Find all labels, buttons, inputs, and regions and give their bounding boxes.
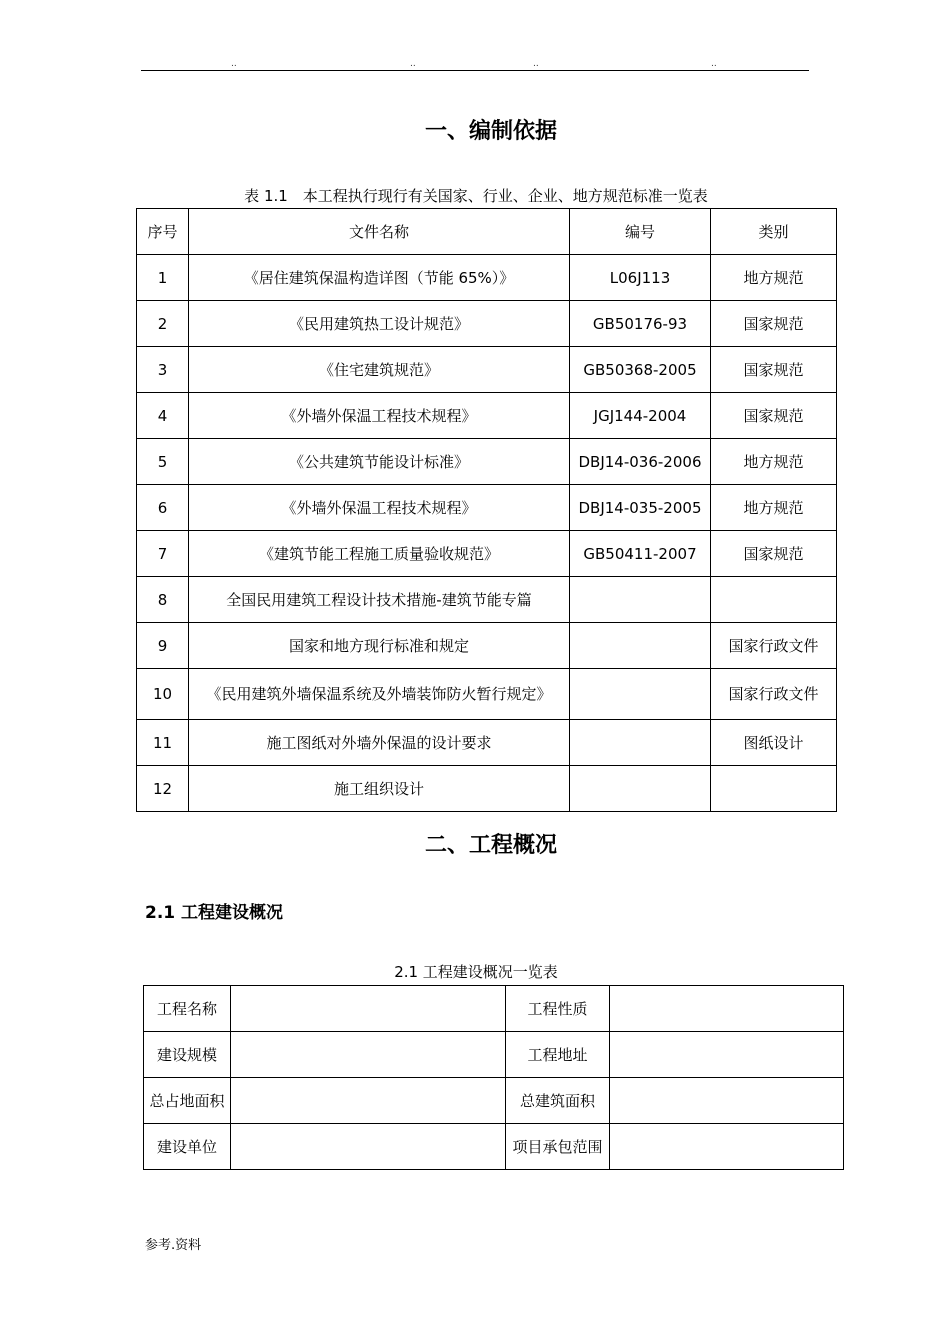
table-cell (711, 577, 837, 623)
table-cell: 项目承包范围 (506, 1124, 610, 1170)
table-cell: 《外墙外保温工程技术规程》 (189, 485, 570, 531)
table-cell: 国家规范 (711, 347, 837, 393)
table-cell (570, 623, 711, 669)
project-overview-table (143, 985, 844, 1170)
table-cell (610, 1032, 844, 1078)
table-cell: 《建筑节能工程施工质量验收规范》 (189, 531, 570, 577)
table-cell (570, 766, 711, 812)
table-cell: GB50368-2005 (570, 347, 711, 393)
subsection-title: 2.1 工程建设概况 (145, 903, 284, 923)
table-cell: 国家规范 (711, 531, 837, 577)
table-cell: 地方规范 (711, 255, 837, 301)
table-cell (231, 1124, 506, 1170)
table-cell (570, 669, 711, 720)
table-header-cell: 类别 (711, 209, 837, 255)
table-cell: 国家行政文件 (711, 669, 837, 720)
table-cell: 总占地面积 (144, 1078, 231, 1124)
header-mark: .. (711, 59, 717, 69)
table-cell: 地方规范 (711, 439, 837, 485)
table-cell: 2 (137, 301, 189, 347)
table-cell (231, 1078, 506, 1124)
table-row (137, 255, 837, 301)
table-row (144, 1032, 844, 1078)
table-row (144, 1124, 844, 1170)
table-cell (570, 720, 711, 766)
table-cell: 图纸设计 (711, 720, 837, 766)
table-cell: 工程性质 (506, 986, 610, 1032)
table-cell (570, 577, 711, 623)
table-row (137, 301, 837, 347)
table-row (137, 577, 837, 623)
table-cell (610, 1124, 844, 1170)
table-row (137, 485, 837, 531)
table-cell (610, 986, 844, 1032)
table-cell: 工程名称 (144, 986, 231, 1032)
section-title: 二、工程概况 (424, 833, 557, 858)
table-cell: 施工组织设计 (189, 766, 570, 812)
table-cell: 6 (137, 485, 189, 531)
table-cell (231, 1032, 506, 1078)
table-cell: 3 (137, 347, 189, 393)
table-cell (231, 986, 506, 1032)
table-cell: 4 (137, 393, 189, 439)
section-title: 一、编制依据 (424, 119, 557, 144)
table-cell: 10 (137, 669, 189, 720)
table-cell: 施工图纸对外墙外保温的设计要求 (189, 720, 570, 766)
table-cell: 《居住建筑保温构造详图（节能 65%）》 (189, 255, 570, 301)
table-cell: DBJ14-035-2005 (570, 485, 711, 531)
footer-text: 参考.资料 (145, 1238, 202, 1253)
table-cell: 国家规范 (711, 301, 837, 347)
header-mark: .. (231, 59, 237, 69)
table-cell: 9 (137, 623, 189, 669)
table-cell: 《外墙外保温工程技术规程》 (189, 393, 570, 439)
table-cell: 全国民用建筑工程设计技术措施-建筑节能专篇 (189, 577, 570, 623)
table-cell: 工程地址 (506, 1032, 610, 1078)
table-row (137, 531, 837, 577)
table-caption: 表 1.1 本工程执行现行有关国家、行业、企业、地方规范标准一览表 (244, 187, 708, 205)
table-row (144, 986, 844, 1032)
table-cell: 《公共建筑节能设计标准》 (189, 439, 570, 485)
table-header-cell: 序号 (137, 209, 189, 255)
header-mark: .. (410, 59, 416, 69)
header-rule (141, 70, 809, 71)
table-cell: 《民用建筑热工设计规范》 (189, 301, 570, 347)
table-cell: 《住宅建筑规范》 (189, 347, 570, 393)
table-row (137, 347, 837, 393)
standards-table (136, 208, 837, 812)
table-cell: JGJ144-2004 (570, 393, 711, 439)
table-cell: 建设单位 (144, 1124, 231, 1170)
table-row (137, 720, 837, 766)
table-cell: 7 (137, 531, 189, 577)
table-cell: 国家和地方现行标准和规定 (189, 623, 570, 669)
table-cell: DBJ14-036-2006 (570, 439, 711, 485)
table-cell: 建设规模 (144, 1032, 231, 1078)
table-cell: 1 (137, 255, 189, 301)
table-header-cell: 文件名称 (189, 209, 570, 255)
table-row (137, 393, 837, 439)
table-row (137, 623, 837, 669)
header-mark: .. (533, 59, 539, 69)
table-row (144, 1078, 844, 1124)
table-cell: 《民用建筑外墙保温系统及外墙装饰防火暂行规定》 (189, 669, 570, 720)
table-row (137, 439, 837, 485)
table-cell: L06J113 (570, 255, 711, 301)
table-cell: 国家行政文件 (711, 623, 837, 669)
table-cell (610, 1078, 844, 1124)
table-cell: 5 (137, 439, 189, 485)
table-cell: GB50411-2007 (570, 531, 711, 577)
table-row (137, 766, 837, 812)
table-cell: 11 (137, 720, 189, 766)
table-cell: 总建筑面积 (506, 1078, 610, 1124)
table-header-cell: 编号 (570, 209, 711, 255)
table-cell: GB50176-93 (570, 301, 711, 347)
table-cell: 12 (137, 766, 189, 812)
table-cell: 国家规范 (711, 393, 837, 439)
table-cell: 8 (137, 577, 189, 623)
table-caption: 2.1 工程建设概况一览表 (394, 963, 558, 981)
table-cell (711, 766, 837, 812)
table-cell: 地方规范 (711, 485, 837, 531)
table-header-row (137, 209, 837, 255)
table-row (137, 669, 837, 720)
